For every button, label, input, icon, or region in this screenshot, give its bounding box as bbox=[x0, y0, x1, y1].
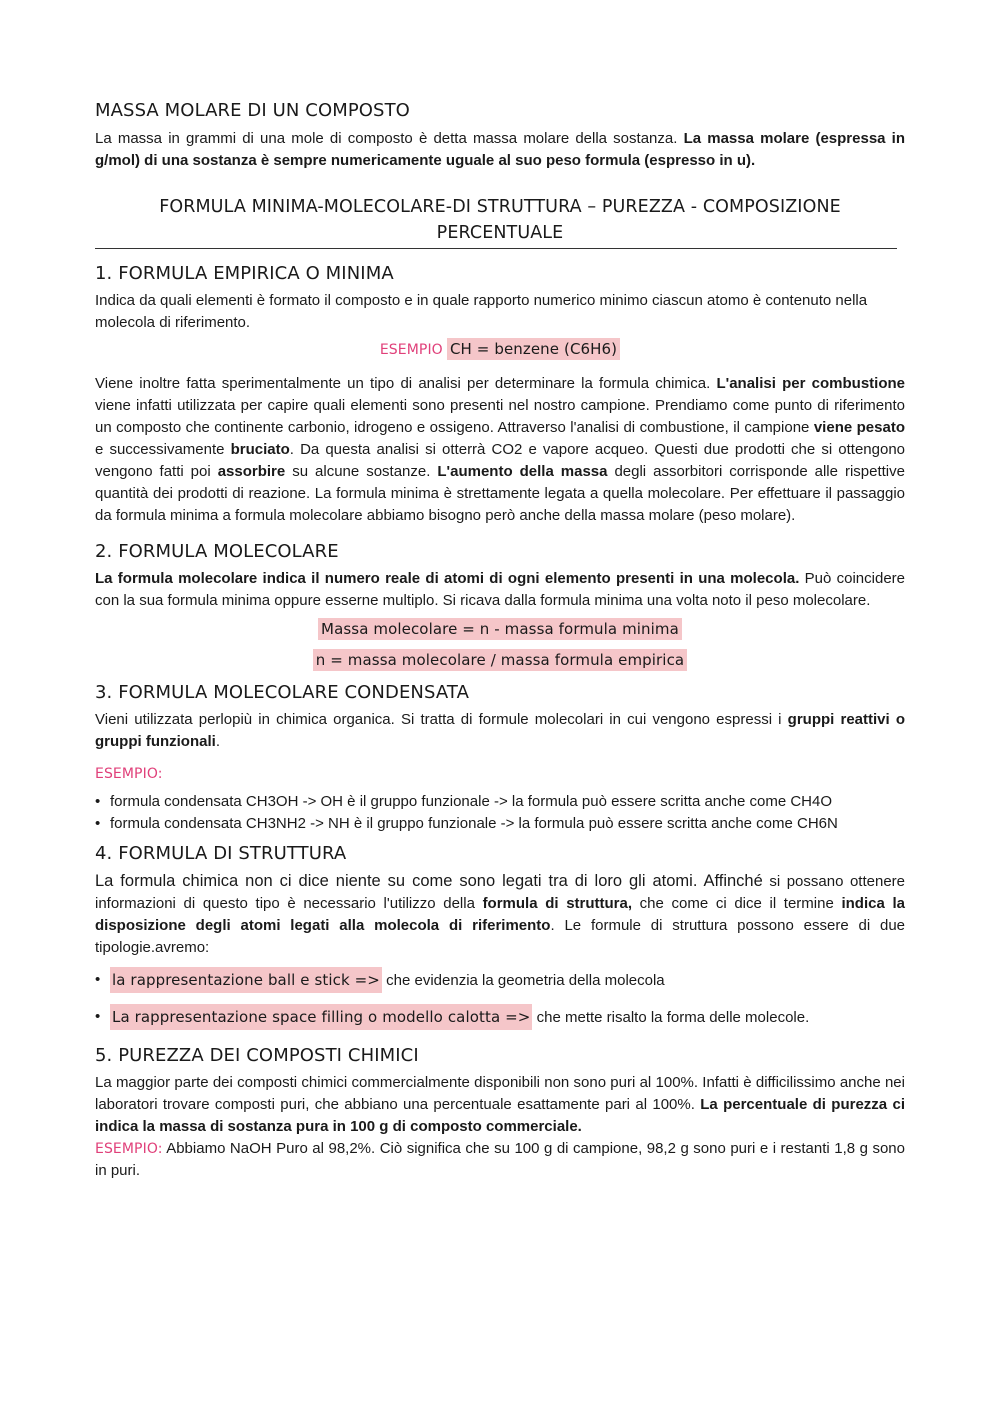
paragraph-empirica-intro: Indica da quali elementi è formato il composto e in quale rapporto numerico minimo ciascun atomo è contenuto nella molecola di riferimento. bbox=[95, 292, 868, 331]
text-normal: Abbiamo NaOH Puro al 98,2%. Ciò significa che su 100 g di campione, 98,2 g sono puri e i restanti 1,8 g sono in puri. bbox=[95, 1140, 905, 1179]
highlight-space-filling: La rappresentazione space filling o modello calotta => bbox=[110, 1004, 532, 1030]
paragraph-purezza bbox=[95, 1072, 905, 1138]
list-item bbox=[95, 791, 905, 813]
paragraph-struttura bbox=[95, 870, 905, 959]
example-label: ESEMPIO: bbox=[95, 766, 163, 782]
document-page bbox=[95, 98, 905, 1182]
example-highlight: CH = benzene (C6H6) bbox=[447, 338, 620, 360]
divider-line bbox=[95, 248, 897, 249]
paragraph-condensata bbox=[95, 709, 905, 753]
text-normal: La massa in grammi di una mole di composto è detta massa molare della sostanza. bbox=[95, 130, 684, 147]
paragraph-massa-molare bbox=[95, 128, 905, 172]
example-label: ESEMPIO bbox=[379, 342, 443, 358]
formula-block bbox=[95, 618, 905, 672]
section-title-formula-molecolare: 2. FORMULA MOLECOLARE bbox=[95, 541, 339, 562]
example-label: ESEMPIO: bbox=[95, 1141, 163, 1157]
section-title-purezza: 5. PUREZZA DEI COMPOSTI CHIMICI bbox=[95, 1045, 419, 1066]
section-title-formula-condensata: 3. FORMULA MOLECOLARE CONDENSATA bbox=[95, 682, 469, 703]
text-normal: Può coincidere con la sua formula minima oppure esserne multiplo. Si ricava dalla formula minima una volta noto il peso molecolare. bbox=[95, 570, 905, 609]
text-bold: indica la disposizione degli atomi legati alla molecola di riferimento bbox=[95, 895, 905, 934]
text-bold: bruciato bbox=[230, 441, 290, 458]
text-normal: Viene inoltre fatta sperimentalmente un tipo di analisi per determinare la formula chimica. bbox=[95, 375, 717, 392]
section-title-formula-empirica: 1. FORMULA EMPIRICA O MINIMA bbox=[95, 263, 394, 284]
condensata-list bbox=[95, 791, 905, 835]
section-title-massa-molare: MASSA MOLARE DI UN COMPOSTO bbox=[95, 100, 410, 121]
text-normal: . Le formule di struttura possono essere di due tipologie.avremo: bbox=[95, 917, 905, 956]
formula-highlight: Massa molecolare = n - massa formula minima bbox=[318, 618, 682, 640]
text-bold: assorbire bbox=[217, 463, 286, 480]
struttura-list bbox=[95, 965, 905, 1033]
text-normal: Vieni utilizzata perlopiù in chimica organica. Si tratta di formule molecolari in cui vengono espressi i bbox=[95, 711, 788, 728]
text-bold: La massa molare (espressa in g/mol) di una sostanza è sempre numericamente uguale al suo peso formula (espresso in u). bbox=[95, 130, 905, 169]
list-item-text: formula condensata CH3NH2 -> NH è il gruppo funzionale -> la formula può essere scritta anche come CH6N bbox=[110, 815, 838, 832]
text-bold: formula di struttura, bbox=[482, 895, 633, 912]
text-normal: . bbox=[215, 733, 220, 750]
paragraph-combustione bbox=[95, 373, 905, 527]
text-bold: L'aumento della massa bbox=[437, 463, 608, 480]
list-item-text: che evidenzia la geometria della molecola bbox=[381, 972, 665, 989]
example-empirica bbox=[95, 338, 905, 361]
highlight-ball-stick: la rappresentazione ball e stick => bbox=[110, 967, 382, 993]
bullet: • bbox=[95, 815, 101, 832]
text-normal: si possano ottenere informazioni di questo tipo è necessario l'utilizzo della bbox=[95, 873, 905, 912]
formula-line-2 bbox=[95, 649, 905, 672]
formula-highlight: n = massa molecolare / massa formula empirica bbox=[313, 649, 687, 671]
formula-line-1 bbox=[95, 618, 905, 641]
bullet: • bbox=[95, 971, 101, 988]
text-normal: . Da questa analisi si otterrà CO2 e vapore acqueo. Questi due prodotti che si ottengono vengono fatti poi bbox=[95, 441, 906, 480]
text-normal: degli assorbitori corrisponde alle rispettive quantità dei prodotti di reazione. La formula minima è strettamente legata a quella molecolare. Per effettuare il passaggio da formula minima a formula molecolare abbiamo bisogno però anche della massa molare (peso molare). bbox=[95, 463, 905, 524]
list-item-text: che mette risalto la forma delle molecole. bbox=[532, 1009, 810, 1026]
list-item-text: formula condensata CH3OH -> OH è il gruppo funzionale -> la formula può essere scritta anche come CH4O bbox=[110, 793, 833, 810]
text-normal: che come ci dice il termine bbox=[632, 895, 842, 912]
bullet: • bbox=[95, 793, 101, 810]
text-normal: La formula chimica non ci dice niente su come sono legati tra di loro gli atomi. Affinché bbox=[95, 872, 763, 890]
main-title: FORMULA MINIMA-MOLECOLARE-DI STRUTTURA – PUREZZA - COMPOSIZIONE PERCENTUALE bbox=[159, 197, 841, 243]
text-bold: gruppi reattivi o gruppi funzionali bbox=[95, 711, 905, 750]
text-normal: su alcune sostanze. bbox=[285, 463, 438, 480]
section-title-formula-struttura: 4. FORMULA DI STRUTTURA bbox=[95, 843, 347, 864]
list-item bbox=[95, 813, 905, 835]
bullet: • bbox=[95, 1008, 101, 1025]
text-bold: La percentuale di purezza ci indica la massa di sostanza pura in 100 g di composto commerciale. bbox=[95, 1096, 905, 1135]
text-normal: La maggior parte dei composti chimici commercialmente disponibili non sono puri al 100%. Infatti è difficilissimo anche nei laboratori trovare composti puri, che abbiano una percentuale esattamente pari al 100%. bbox=[95, 1074, 905, 1113]
paragraph-purezza-example bbox=[95, 1138, 905, 1182]
text-normal: e successivamente bbox=[95, 441, 231, 458]
list-item bbox=[95, 1002, 905, 1033]
text-bold: L'analisi per combustione bbox=[716, 375, 905, 392]
list-item bbox=[95, 965, 905, 996]
text-bold: viene pesato bbox=[813, 419, 905, 436]
paragraph-molecolare bbox=[95, 568, 905, 612]
text-normal: viene infatti utilizzata per capire quali elementi sono presenti nel nostro campione. Prendiamo come punto di riferimento un composto che continente carbonio, idrogeno e ossigeno. Attraverso l'analisi di combustione, il campione bbox=[95, 397, 905, 436]
text-bold: La formula molecolare indica il numero reale di atomi di ogni elemento presenti in una molecola. bbox=[95, 570, 800, 587]
